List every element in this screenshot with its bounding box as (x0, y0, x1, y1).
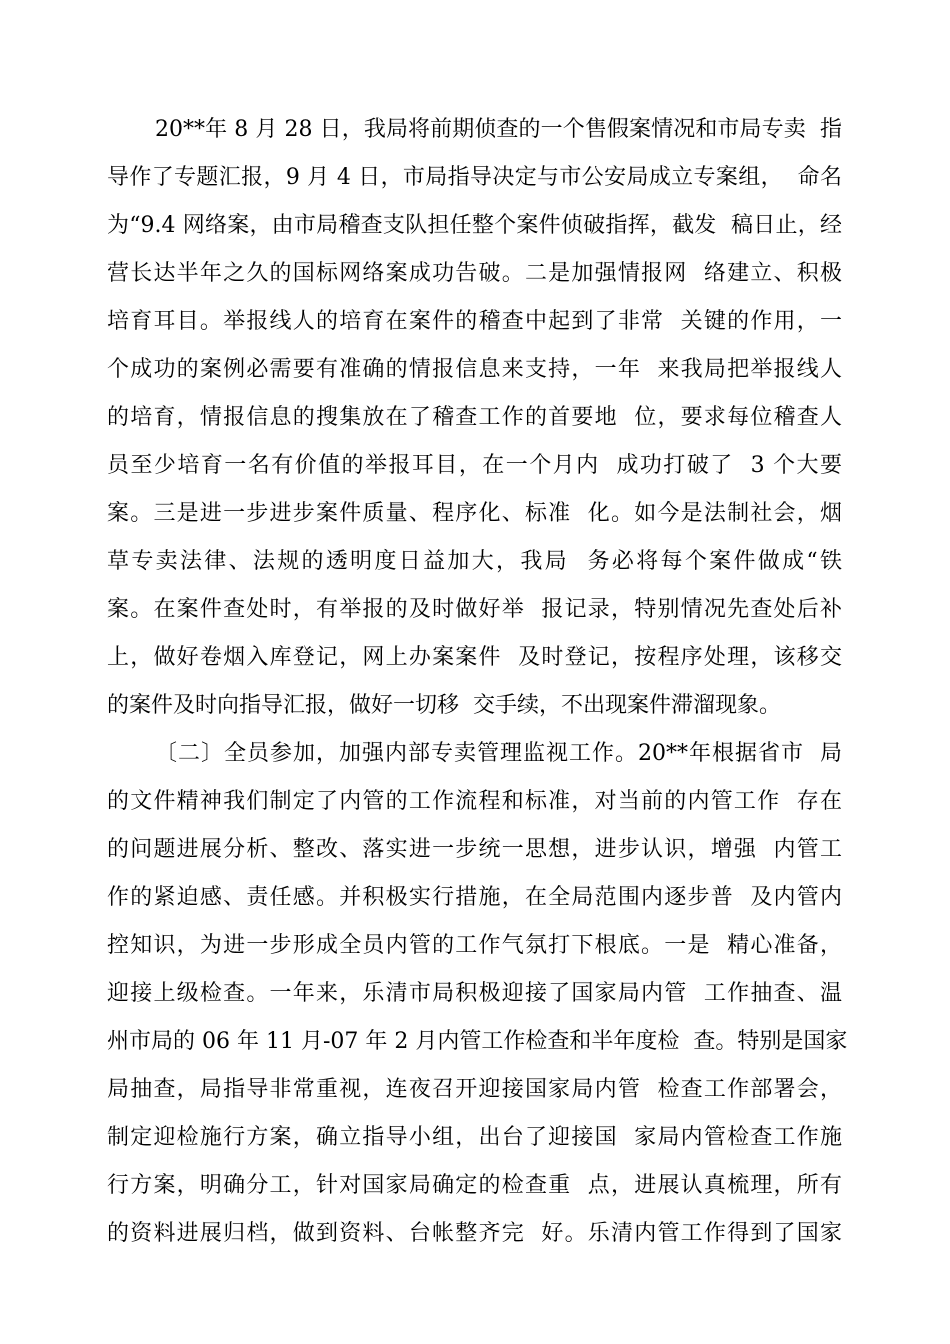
paragraph-1-line-9: 案。三是进一步进步案件质量、程序化、标准 化。如今是法制社会，烟 (107, 501, 842, 526)
paragraph-2-line-5: 控知识，为进一步形成全员内管的工作气氛打下根底。一是 精心准备， (107, 933, 842, 958)
paragraph-1-line-5: 培育耳目。举报线人的培育在案件的稽查中起到了非常 关键的作用，一 (107, 309, 842, 334)
paragraph-2-line-3: 的问题进展分析、整改、落实进一步统一思想，进步认识，增强 内管工 (107, 837, 842, 862)
paragraph-2-line-2: 的文件精神我们制定了内管的工作流程和标准，对当前的内管工作 存在 (107, 789, 842, 814)
paragraph-1-line-1: 20**年 8 月 28 日，我局将前期侦查的一个售假案情况和市局专卖 指 (155, 117, 842, 142)
paragraph-1-line-4: 营长达半年之久的国标网络案成功告破。二是加强情报网 络建立、积极 (107, 261, 842, 286)
paragraph-2-line-4: 作的紧迫感、责任感。并积极实行措施，在全局范围内逐步普 及内管内 (107, 885, 842, 910)
paragraph-1-line-2: 导作了专题汇报，9 月 4 日，市局指导决定与市公安局成立专案组， 命名 (107, 165, 842, 190)
paragraph-2-line-6: 迎接上级检查。一年来，乐清市局积极迎接了国家局内管 工作抽查、温 (107, 981, 842, 1006)
paragraph-1-line-13: 的案件及时向指导汇报，做好一切移 交手续，不出现案件滞溜现象。 (107, 693, 781, 718)
paragraph-1-line-12: 上，做好卷烟入库登记，网上办案案件 及时登记，按程序处理，该移交 (107, 645, 842, 670)
paragraph-2-line-1: 〔二〕全员参加，加强内部专卖管理监视工作。20**年根据省市 局 (155, 741, 842, 766)
paragraph-2-line-7: 州市局的 06 年 11 月-07 年 2 月内管工作检查和半年度检 查。特别是国家 (107, 1029, 848, 1054)
paragraph-2-line-10: 行方案，明确分工，针对国家局确定的检查重 点，进展认真梳理，所有 (107, 1173, 842, 1198)
paragraph-1-line-8: 员至少培育一名有价值的举报耳目，在一个月内 成功打破了 3 个大要 (107, 453, 842, 478)
paragraph-1-line-10: 草专卖法律、法规的透明度日益加大，我局 务必将每个案件做成“铁 (107, 549, 842, 574)
paragraph-2-line-9: 制定迎检施行方案，确立指导小组，出台了迎接国 家局内管检查工作施 (107, 1125, 842, 1150)
paragraph-2-line-8: 局抽查，局指导非常重视，连夜召开迎接国家局内管 检查工作部署会， (107, 1077, 842, 1102)
paragraph-1-line-7: 的培育，情报信息的搜集放在了稽查工作的首要地 位，要求每位稽查人 (107, 405, 842, 430)
paragraph-2-line-11: 的资料进展归档，做到资料、台帐整齐完 好。乐清内管工作得到了国家 (107, 1221, 842, 1246)
paragraph-1-line-3: 为“9.4 网络案，由市局稽查支队担任整个案件侦破指挥，截发 稿日止，经 (107, 213, 842, 238)
paragraph-1-line-11: 案。在案件查处时，有举报的及时做好举 报记录，特别情况先查处后补 (107, 597, 842, 622)
paragraph-1-line-6: 个成功的案例必需要有准确的情报信息来支持，一年 来我局把举报线人 (107, 357, 842, 382)
